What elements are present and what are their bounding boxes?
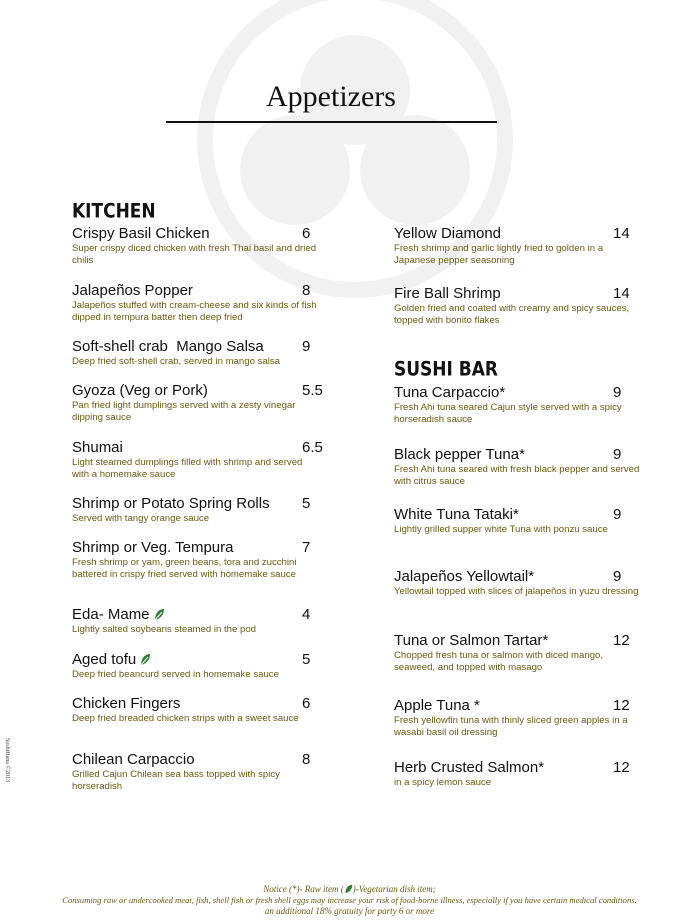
- notice-text-a: Notice (*)- Raw item (: [263, 884, 344, 894]
- item-name: Tuna or Salmon Tartar*: [394, 632, 549, 649]
- item-description: Served with tangy orange sauce: [72, 513, 210, 524]
- item-description: Chopped fresh tuna or salmon with diced mango, seaweed, and topped with masago: [394, 650, 604, 673]
- menu-item-white-tuna-tataki: [394, 506, 644, 536]
- item-description: Lightly salted soybeans steamed in the pod: [72, 624, 257, 635]
- item-description: Grilled Cajun Chilean sea bass topped with spicy horseradish: [72, 769, 280, 792]
- menu-item-chilean-carpaccio: [72, 751, 322, 793]
- menu-item-soft-shell-crab: [72, 338, 322, 368]
- item-price: 9: [613, 446, 622, 463]
- item-name: Shumai: [72, 439, 123, 456]
- title-divider: [166, 121, 497, 123]
- menu-item-jalapenos-popper: [72, 282, 322, 324]
- item-name: Crispy Basil Chicken: [72, 225, 210, 242]
- item-description: Yellowtail topped with slices of jalapeños in yuzu dressing: [394, 586, 639, 597]
- item-name: Tuna Carpaccio*: [394, 384, 506, 401]
- item-description: Fresh Ahi tuna seared Cajun style served with a spicy horseradish sauce: [394, 402, 622, 425]
- item-name: Aged tofu: [72, 651, 137, 668]
- menu-item-apple-tuna: [394, 697, 644, 739]
- footer-notice: [0, 884, 699, 895]
- item-description: Deep fried breaded chicken strips with a sweet sauce: [72, 713, 299, 724]
- item-name: Yellow Diamond: [394, 225, 502, 242]
- item-price: 4: [302, 606, 311, 623]
- item-description: Super crispy diced chicken with fresh Thai basil and dried chilis: [72, 243, 317, 266]
- footer-gratuity: an additional 18% gratuity for party 6 or more: [264, 906, 435, 916]
- kitchen-heading: KITCHEN: [72, 200, 156, 223]
- item-name: Chicken Fingers: [72, 695, 181, 712]
- menu-item-yellow-diamond: [394, 225, 644, 267]
- item-description: Deep fried beancurd served in homemake sauce: [72, 669, 279, 680]
- item-price: 6: [302, 695, 311, 712]
- item-name: Fire Ball Shrimp: [394, 285, 501, 302]
- item-description: Light steamed dumplings filled with shrimp and served with a homemake sauce: [72, 457, 303, 480]
- item-price: 5: [302, 495, 311, 512]
- item-price: 9: [302, 338, 311, 355]
- item-price: 14: [613, 285, 630, 302]
- item-description: Deep fried soft-shell crab, served in mango salsa: [72, 356, 280, 367]
- menu-item-herb-crusted-salmon: [394, 759, 644, 789]
- item-price: 8: [302, 751, 311, 768]
- menu-item-jalapenos-yellowtail: [394, 568, 644, 598]
- item-price: 14: [613, 225, 630, 242]
- side-credit: [0, 700, 14, 820]
- item-description: Fresh shrimp or yam, green beans, tora and zucchini battered in crispy fried served with homemake sauce: [72, 557, 297, 580]
- item-name: Gyoza (Veg or Pork): [72, 382, 208, 399]
- menu-item-tuna-salmon-tartar: [394, 632, 644, 674]
- page-title: Appetizers: [266, 80, 396, 113]
- menu-item-chicken-fingers: [72, 695, 322, 725]
- item-price: 8: [302, 282, 311, 299]
- item-description: Pan fried light dumplings served with a zesty vinegar dipping sauce: [72, 400, 296, 423]
- item-name: Chilean Carpaccio: [72, 751, 195, 768]
- item-name: Shrimp or Veg. Tempura: [72, 539, 234, 556]
- item-name-row: [72, 606, 322, 623]
- notice-text-b: )-Vegetarian dish item;: [352, 884, 436, 894]
- item-description: Fresh Ahi tuna seared with fresh black pepper and served with citrus sauce: [394, 464, 640, 487]
- item-price: 6: [302, 225, 311, 242]
- item-name: Eda- Mame: [72, 606, 150, 623]
- item-price: 6.5: [302, 439, 323, 456]
- item-name: Shrimp or Potato Spring Rolls: [72, 495, 270, 512]
- item-price: 12: [613, 697, 630, 714]
- leaf-icon: [344, 884, 353, 894]
- item-name: Jalapeños Popper: [72, 282, 193, 299]
- item-name: Apple Tuna *: [394, 697, 480, 714]
- item-price: 9: [613, 568, 622, 585]
- item-description: in a spicy lemon sauce: [394, 777, 492, 788]
- menu-item-spring-rolls: [72, 495, 322, 525]
- menu-item-tempura: [72, 539, 322, 581]
- sushi-bar-heading: SUSHI BAR: [394, 358, 498, 381]
- menu-item-shumai: [72, 439, 322, 481]
- menu-item-crispy-basil-chicken: [72, 225, 322, 267]
- item-name: Soft-shell crab Mango Salsa: [72, 338, 264, 355]
- menu-item-black-pepper-tuna: [394, 446, 644, 488]
- item-price: 5.5: [302, 382, 323, 399]
- menu-item-gyoza: [72, 382, 322, 424]
- item-description: Lightly grilled supper white Tuna with ponzu sauce: [394, 524, 608, 535]
- item-description: Fresh shrimp and garlic lightly fried to golden in a Japanese pepper seasoning: [394, 243, 604, 266]
- leaf-icon: [153, 608, 165, 621]
- item-description: Jalapeños stuffed with cream-cheese and six kinds of fish dipped in tempura batter then deep fried: [72, 300, 317, 323]
- item-price: 9: [613, 384, 622, 401]
- item-price: 12: [613, 759, 630, 776]
- item-name: Black pepper Tuna*: [394, 446, 525, 463]
- leaf-icon: [139, 653, 151, 666]
- item-name: Herb Crusted Salmon*: [394, 759, 545, 776]
- item-description: Fresh yellowfin tuna with thinly sliced green apples in a wasabi basil oil dressing: [394, 715, 628, 738]
- side-credit-text: SushiHana ©2013: [4, 737, 10, 783]
- item-name-row: [72, 651, 322, 668]
- menu-item-eda-mame: [72, 606, 322, 636]
- item-name: White Tuna Tataki*: [394, 506, 519, 523]
- menu-item-aged-tofu: [72, 651, 322, 681]
- menu-item-tuna-carpaccio: [394, 384, 644, 426]
- item-price: 9: [613, 506, 622, 523]
- item-price: 12: [613, 632, 630, 649]
- footer-warning: Consuming raw or undercooked meat, fish, shell fish or fresh shell eggs may increase your risk of food-borne illness, especially if you have certain medical conditions.: [62, 895, 637, 905]
- item-price: 5: [302, 651, 311, 668]
- item-description: Golden fried and coated with creamy and spicy sauces, topped with bonito flakes: [394, 303, 630, 326]
- menu-item-fire-ball-shrimp: [394, 285, 644, 327]
- item-price: 7: [302, 539, 311, 556]
- item-name: Jalapeños Yellowtail*: [394, 568, 535, 585]
